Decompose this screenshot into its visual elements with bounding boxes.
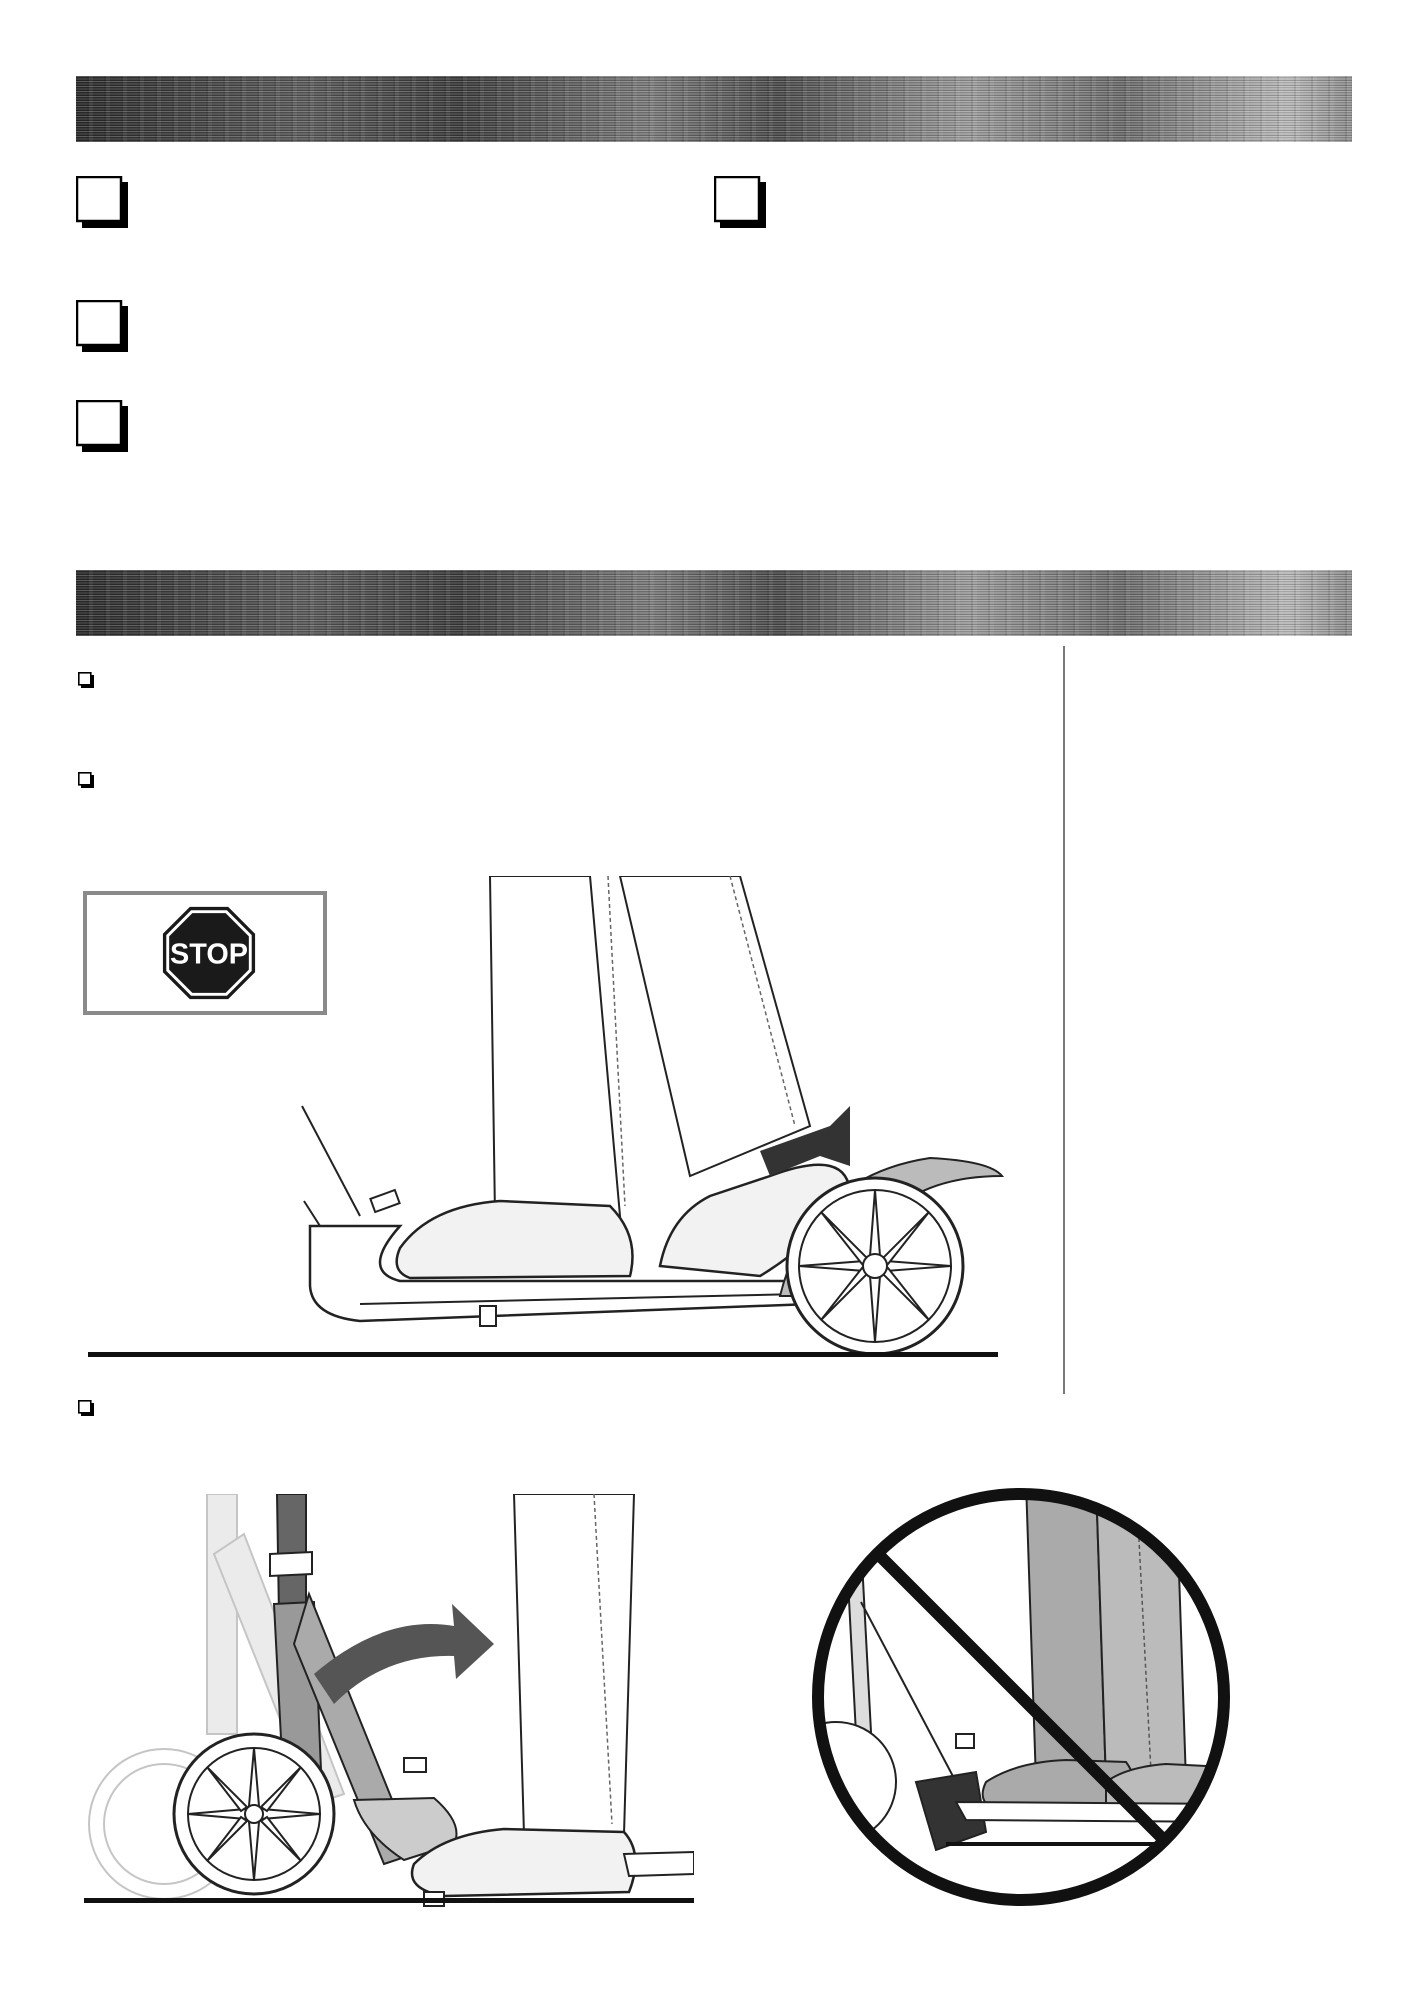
checkbox-icon <box>78 1400 94 1416</box>
section-banner-1 <box>76 76 1352 142</box>
prohibited-illustration <box>806 1482 1236 1912</box>
checkbox-icon <box>76 300 130 354</box>
checkbox-icon <box>78 772 94 788</box>
checkbox-icon <box>76 176 130 230</box>
ground-line <box>88 1352 308 1357</box>
stop-sign-icon <box>161 905 257 1001</box>
kickstand-illustration <box>84 1494 694 1912</box>
checkbox-icon <box>78 672 94 688</box>
stop-sign-label: STOP <box>170 938 248 971</box>
section-banner-2 <box>76 570 1352 636</box>
checkbox-icon <box>714 176 768 230</box>
braking-illustration <box>290 876 1010 1366</box>
column-divider <box>1063 646 1065 1394</box>
checkbox-icon <box>76 400 130 454</box>
